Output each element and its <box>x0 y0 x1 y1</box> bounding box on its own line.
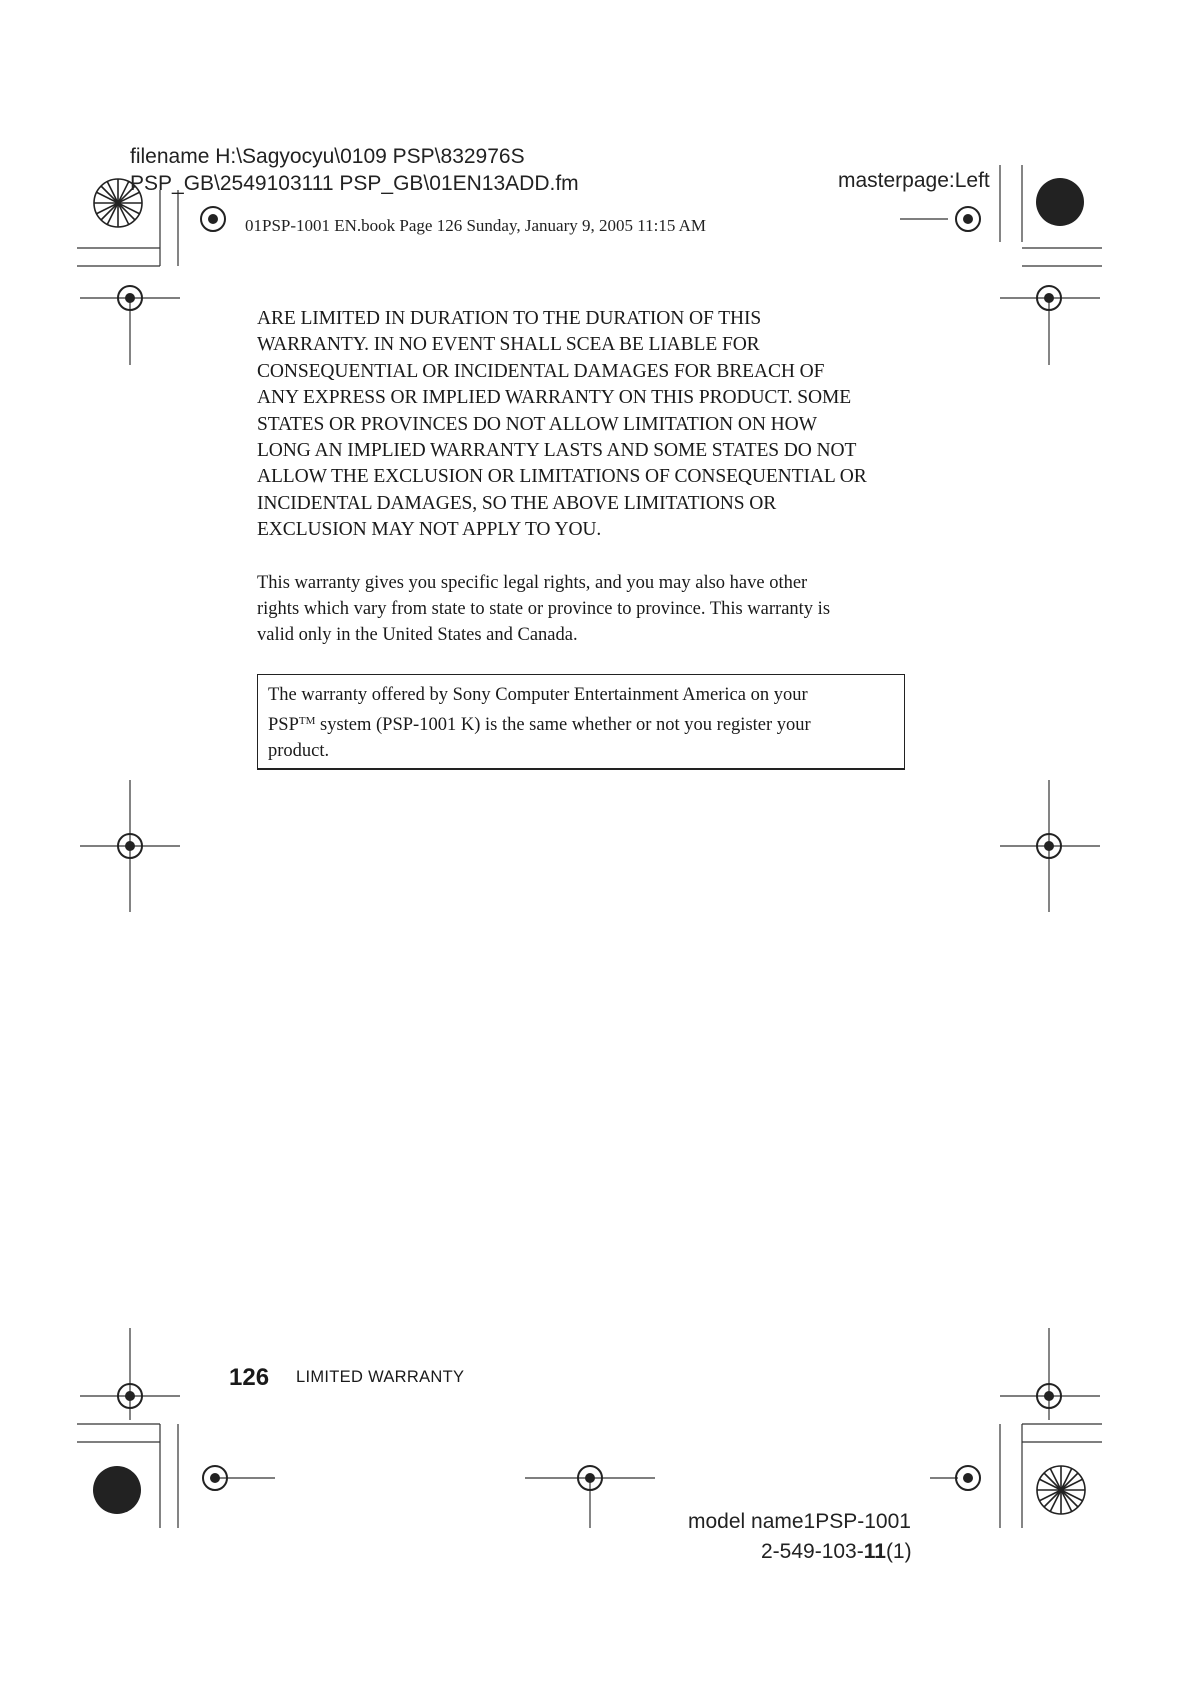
text-line: CONSEQUENTIAL OR INCIDENTAL DAMAGES FOR BREACH OF <box>257 360 825 382</box>
text-line: STATES OR PROVINCES DO NOT ALLOW LIMITATION ON HOW <box>257 413 817 435</box>
model-code-suffix: (1) <box>885 1540 912 1563</box>
page-number: 126 <box>229 1364 270 1391</box>
section-title: LIMITED WARRANTY <box>296 1368 465 1386</box>
header-book-info: 01PSP-1001 EN.book Page 126 Sunday, January 9, 2005 11:15 AM <box>245 216 707 235</box>
psp-text: PSP <box>268 715 299 735</box>
warranty-limitation-paragraph <box>257 306 917 544</box>
note-line-rest: system (PSP-1001 K) is the same whether or not you register your <box>315 715 811 735</box>
text-line: INCIDENTAL DAMAGES, SO THE ABOVE LIMITATIONS OR <box>257 492 777 514</box>
text-line: EXCLUSION MAY NOT APPLY TO YOU. <box>257 519 602 541</box>
text-line: WARRANTY. IN NO EVENT SHALL SCEA BE LIABLE FOR <box>257 334 760 356</box>
text-line: This warranty gives you specific legal rights, and you may also have other <box>257 573 808 593</box>
note-line <box>268 708 894 738</box>
model-code-prefix: 2-549-103- <box>761 1540 864 1563</box>
warranty-note-box <box>257 674 905 770</box>
trademark-mark: TM <box>298 715 316 727</box>
legal-rights-paragraph <box>257 570 917 648</box>
model-name: model name1PSP-1001 <box>688 1510 911 1533</box>
text-line: rights which vary from state to state or province to province. This warranty is <box>257 599 831 619</box>
header-filename: filename H:\Sagyocyu\0109 PSP\832976S <box>130 145 525 168</box>
note-line: The warranty offered by Sony Computer Entertainment America on your <box>268 685 808 705</box>
text-line: ARE LIMITED IN DURATION TO THE DURATION OF THIS <box>257 308 762 329</box>
text-line: valid only in the United States and Canada. <box>257 625 578 645</box>
header-path: PSP_GB\2549103111 PSP_GB\01EN13ADD.fm <box>130 172 579 195</box>
text-line: ANY EXPRESS OR IMPLIED WARRANTY ON THIS PRODUCT. SOME <box>257 387 852 409</box>
model-code <box>761 1540 912 1564</box>
model-code-bold: 11 <box>863 1540 886 1563</box>
text-line: ALLOW THE EXCLUSION OR LIMITATIONS OF CONSEQUENTIAL OR <box>257 466 867 488</box>
header-masterpage: masterpage:Left <box>838 169 990 192</box>
note-line: product. <box>268 741 330 761</box>
text-line: LONG AN IMPLIED WARRANTY LASTS AND SOME STATES DO NOT <box>257 440 857 462</box>
